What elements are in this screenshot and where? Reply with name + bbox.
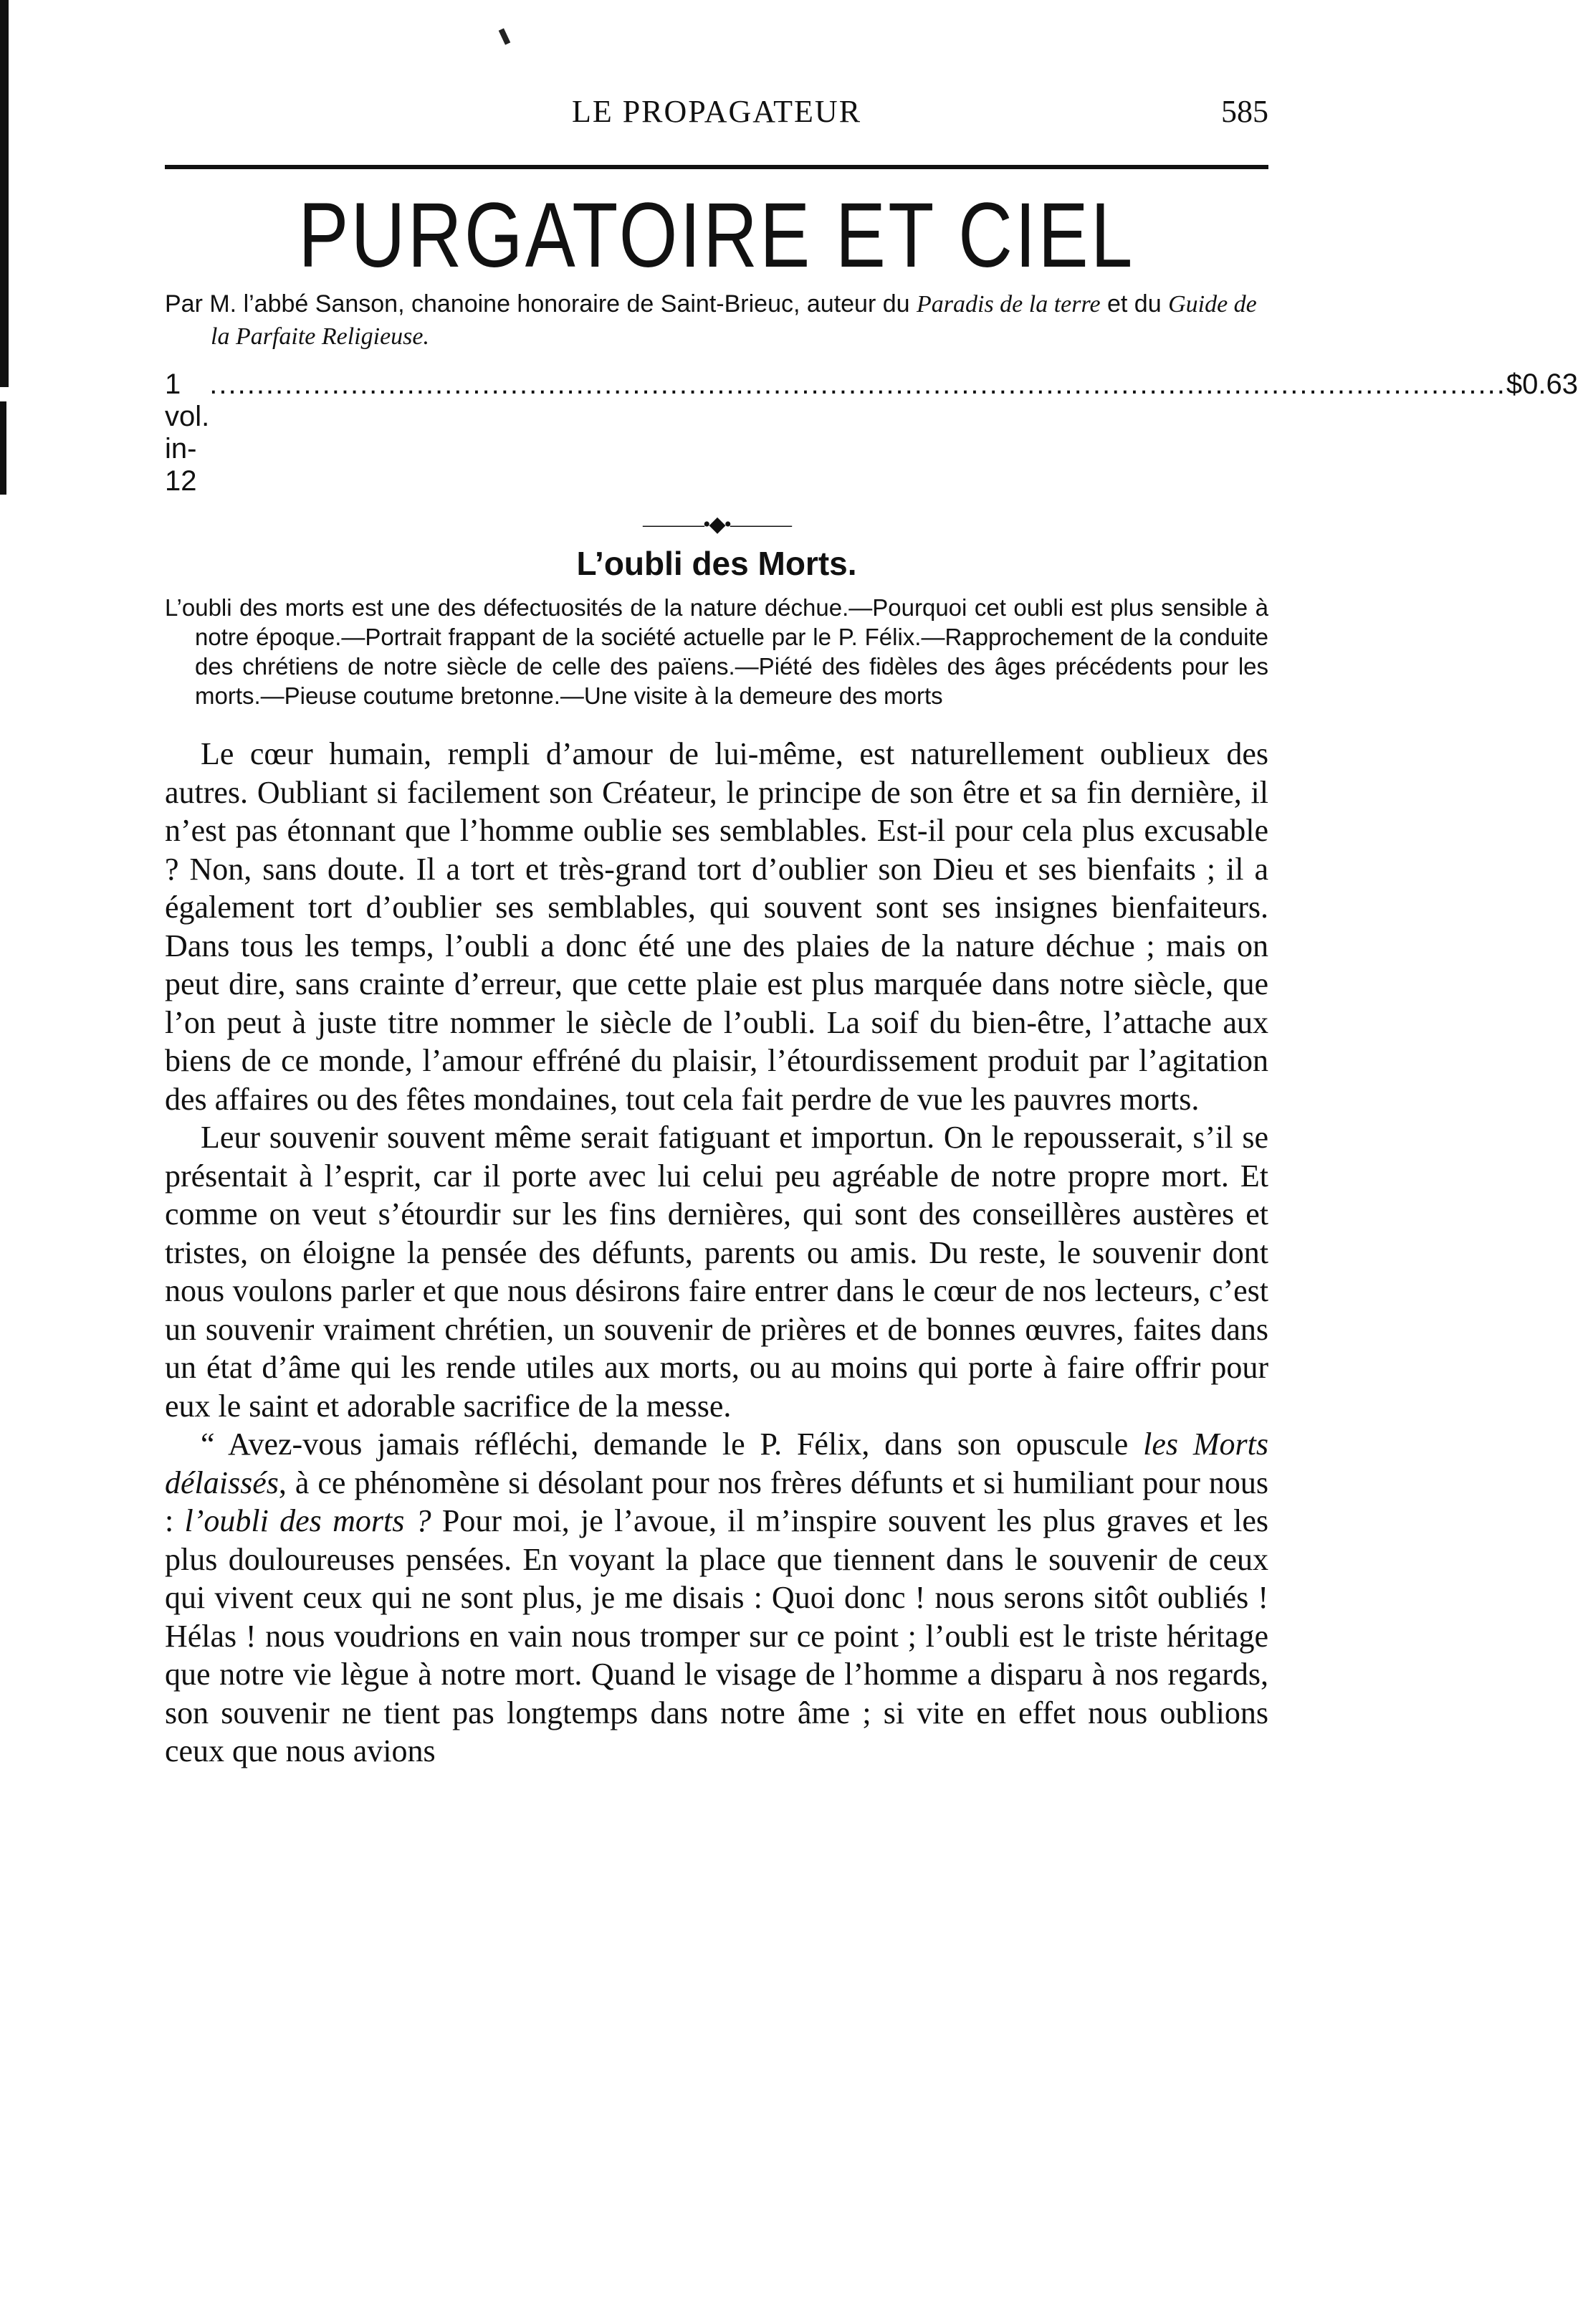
cited-phrase: l’oubli des morts ? xyxy=(184,1503,431,1538)
volume-format: 1 vol. in-12 xyxy=(165,368,210,497)
author-prefix: Par M. l’abbé Sanson, chanoine honoraire de Saint-Brieuc, auteur du xyxy=(165,290,917,318)
paragraph-3-text-a: “ Avez-vous jamais réfléchi, demande le P. Félix, dans son opuscule xyxy=(201,1427,1144,1462)
author-mid: et du xyxy=(1100,290,1169,318)
section-title: L’oubli des Morts. xyxy=(576,545,857,582)
page-number: 585 xyxy=(1221,94,1268,129)
author-work-1: Paradis de la terre xyxy=(917,291,1101,318)
print-speck xyxy=(499,28,511,44)
paragraph-3-text-c: , à ce phénomène si désolant pour nos frères défunts et si humiliant pour nous : xyxy=(165,1465,1268,1538)
price-line xyxy=(165,368,1578,497)
ornament-divider: ———•◆•——— xyxy=(642,513,791,536)
dot-leader: .......................................................................................................................................... xyxy=(209,368,1506,400)
page-edge-rule-lower xyxy=(0,401,6,495)
paragraph-1: Le cœur humain, rempli d’amour de lui-même, est naturellement oublieux des autres. Oubliant si facilement son Créateur, le principe de son être et sa fin dernière, il n’est pas étonnant que l’homme oublie ses semblables. Est-il pour cela plus excusable ? Non, sans doute. Il a tort et très-grand tort d’oublier son Dieu et ses bienfaits ; il a également tort d’oublier ses semblables, qui souvent sont ses insignes bienfaiteurs. Dans tous les temps, l’oubli a donc été une des plaies de la nature déchue ; mais on peut dire, sans crainte d’erreur, que cette plaie est plus marquée dans notre siècle, que l’on peut à juste titre nommer le siècle de l’oubli. La soif du bien-être, l’attache aux biens de ce monde, l’amour effréné du plaisir, l’étourdissement produit par l’agitation des affaires ou des fêtes mondaines, tout cela fait perdre de vue les pauvres morts. xyxy=(165,736,1268,1117)
header-rule xyxy=(165,165,1268,169)
body-text xyxy=(165,735,1268,1771)
book-title: PURGATOIRE ET CIEL xyxy=(298,184,1135,287)
author-line xyxy=(165,288,1268,353)
paragraph-3 xyxy=(165,1425,1268,1771)
author-work-2: Guide de la Parfaite Religieuse. xyxy=(211,291,1257,350)
paragraph-2: Leur souvenir souvent même serait fatiguant et importun. On le repousserait, s’il se présentait à l’esprit, car il porte avec lui celui peu agréable de notre propre mort. Et comme on veut s’étourdir sur les fins dernières, qui sont des conseillères austères et tristes, on éloigne la pensée des défunts, parents ou amis. Du reste, le souvenir dont nous voulons parler et que nous désirons faire entrer dans le cœur de nos lecteurs, c’est un souvenir vraiment chrétien, un souvenir de prières et de bonnes œuvres, faites dans un état d’âme qui les rende utiles aux morts, ou au moins qui porte à faire offrir pour eux le saint et adorable sacrifice de la messe. xyxy=(165,1120,1268,1424)
paragraph-3-text-e: Pour moi, je l’avoue, il m’inspire souvent les plus graves et les plus douloureuses pensées. En voyant la place que tiennent dans le souvenir de ceux qui vivent ceux qui ne sont plus, je me disais : Quoi donc ! nous serons sitôt oubliés ! Hélas ! nous voudrions en vain nous tromper sur ce point ; l’oubli est le triste héritage que notre vie lègue à notre mort. Quand le visage de l’homme a disparu à nos regards, son souvenir ne tient pas longtemps dans notre âme ; si vite en effet nous oublions ceux que nous avions xyxy=(165,1503,1268,1768)
section-summary: L’oubli des morts est une des défectuosités de la nature déchue.—Pourquoi cet oubli est plus sensible à notre époque.—Portrait frappant de la société actuelle par le P. Félix.—Rapprochement de la conduite des chrétiens de notre siècle de celle des païens.—Piété des fidèles des âges précédents pour les morts.—Pieuse coutume bretonne.—Une visite à la demeure des morts xyxy=(165,594,1268,709)
running-title: LE PROPAGATEUR xyxy=(571,94,862,129)
price: $0.63 xyxy=(1506,368,1578,400)
page-edge-rule xyxy=(0,0,9,387)
cited-work-title: les Morts délaissés xyxy=(165,1427,1269,1500)
running-head xyxy=(165,93,1268,143)
page xyxy=(165,93,1578,1771)
